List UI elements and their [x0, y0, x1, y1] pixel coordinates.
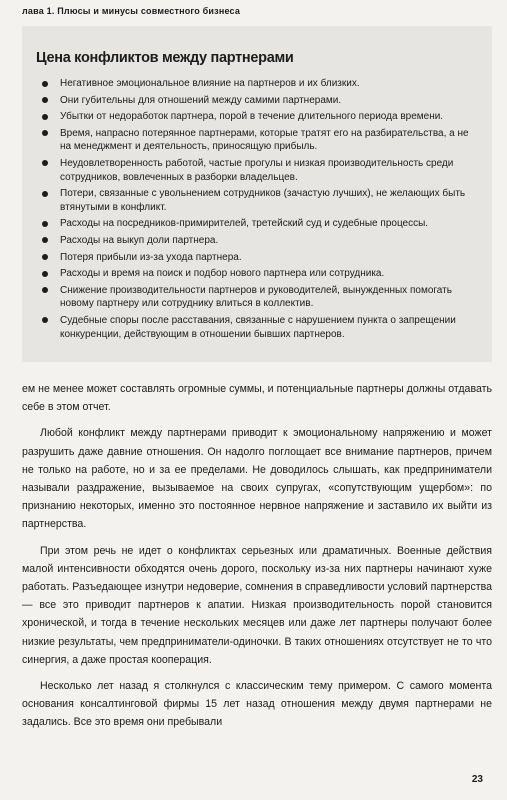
paragraph: При этом речь не идет о конфликтах серьезных или драматичных. Военные действия малой интенсивности обходятся очень дорого, поскольку из-за них партнеры начинают хуже работать. Разъедающее изнутри недоверие, сомнения в справедливости условий партнерства — все это приводит партнеров к апатии. Низкая производительность порой становится хронической, и тогда в течение нескольких месяцев или даже лет партнеры получают более низкие результаты, чем предприниматели-одиночки. В таких отношениях отсутствует не то что синергия, а даже простая кооперация. — [22, 544, 492, 666]
list-item-text: Судебные споры после расставания, связанные с нарушением пункта о запрещении конкуренции, действующим в отношении бывших партнеров. — [60, 314, 456, 340]
conflict-costs-list — [40, 77, 480, 344]
bullet-icon — [42, 191, 48, 197]
list-item — [40, 94, 480, 108]
list-item-text: Негативное эмоциональное влияние на партнеров и их близких. — [60, 78, 360, 89]
running-head: лава 1. Плюсы и минусы совместного бизнеса — [22, 6, 241, 16]
bullet-icon — [42, 254, 48, 260]
list-item-text: Снижение производительности партнеров и руководителей, вынужденных помогать новому партнеру или сотруднику влиться в коллектив. — [60, 284, 452, 310]
list-item — [40, 267, 480, 281]
bullet-icon — [42, 221, 48, 227]
paragraph: Несколько лет назад я столкнулся с классическим тему примером. С самого момента основания консалтинговой фирмы 15 лет назад отношения между двумя партнерами не задались. Все это время они пребывали — [22, 680, 492, 729]
bullet-icon — [42, 237, 48, 243]
list-item-text: Расходы на посредников-примирителей, третейский суд и судебные процессы. — [60, 218, 429, 230]
page-number: 23 — [471, 774, 483, 785]
list-item — [40, 157, 480, 184]
body-text — [22, 380, 492, 740]
list-item-text: Убытки от недоработок партнера, порой в течение длительного периода времени. — [60, 111, 444, 123]
list-item — [40, 77, 480, 91]
bullet-icon — [42, 317, 48, 323]
list-item-text: Потери, связанные с увольнением сотрудников (зачастую лучших), не желающих быть втянутыми в конфликт. — [60, 188, 466, 213]
list-item — [40, 127, 480, 154]
section-title: Цена конфликтов между партнерами — [36, 50, 294, 66]
list-item — [40, 314, 480, 341]
bullet-icon — [42, 287, 48, 293]
list-item-text: Расходы и время на поиск и подбор нового партнера или сотрудника. — [60, 268, 385, 280]
list-item — [40, 234, 480, 248]
bullet-icon — [42, 114, 48, 120]
bullet-icon — [42, 130, 48, 136]
list-item-text: Они губительны для отношений между самими партнерами. — [60, 94, 342, 106]
bullet-icon — [42, 97, 48, 103]
list-item — [40, 284, 480, 311]
list-item — [40, 217, 480, 231]
list-item — [40, 187, 480, 214]
bullet-icon — [42, 271, 48, 277]
bullet-icon — [42, 160, 48, 166]
list-item-text: Потеря прибыли из-за ухода партнера. — [60, 251, 242, 263]
list-item-text: Расходы на выкуп доли партнера. — [60, 234, 219, 246]
paragraph: Любой конфликт между партнерами приводит к эмоциональному напряжению и может разрушить даже давние отношения. Он надолго поглощает все внимание партнеров, причем не только на работе, но и за ее пределами. Не доводилось слышать, как предприниматели называли раздражение, вызываемое на своих супругах, «сопутствующим ущербом»: по признанию некоторых, именно это постоянное нервное напряжение и заставило их выйти из партнерства. — [22, 427, 492, 531]
list-item — [40, 110, 480, 124]
list-item — [40, 251, 480, 265]
bullet-icon — [42, 81, 48, 87]
list-item-text: Неудовлетворенность работой, частые прогулы и низкая производительность среди сотрудников, вовлеченных в разборки владельцев. — [60, 157, 454, 183]
paragraph: ем не менее может составлять огромные суммы, и потенциальные партнеры должны отдавать себе в этом отчет. — [22, 383, 492, 414]
list-item-text: Время, напрасно потерянное партнерами, которые тратят его на разбирательства, а не на менеджмент и деятельность, приносящую прибыль. — [60, 127, 469, 153]
